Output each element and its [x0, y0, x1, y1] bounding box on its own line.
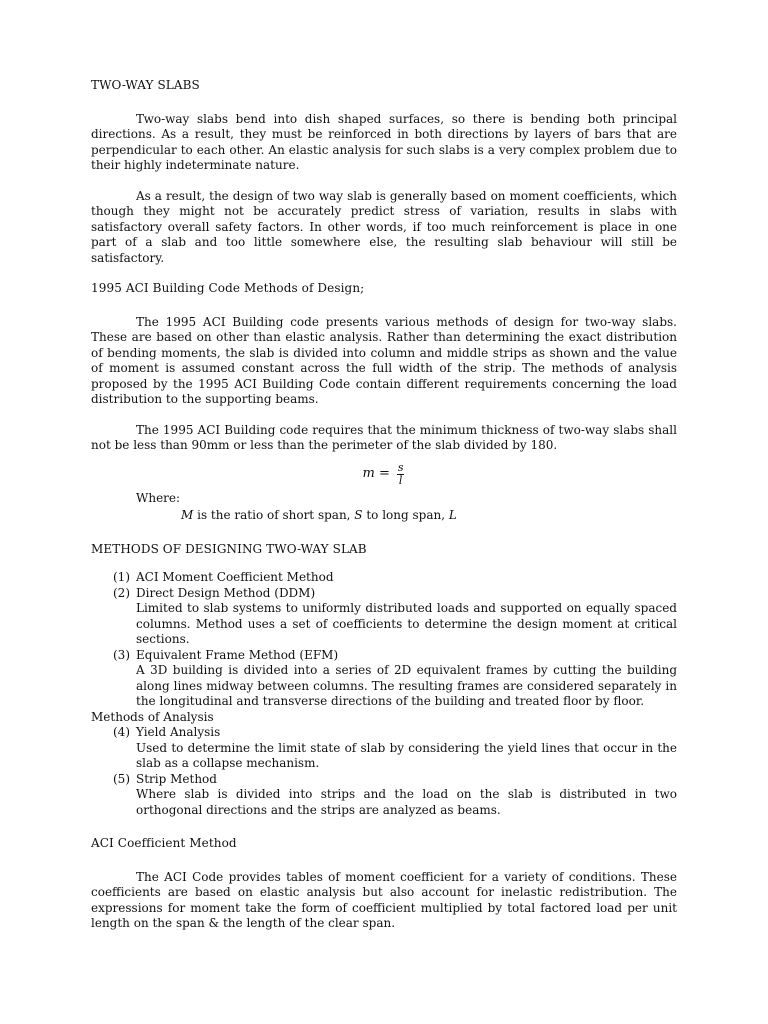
- analysis-heading: Methods of Analysis: [91, 709, 214, 724]
- list-item: [91, 648, 677, 710]
- list-item: [91, 570, 677, 586]
- formula-fraction: [396, 462, 406, 487]
- var-s: S: [354, 508, 363, 522]
- section-title: TWO-WAY SLABS: [91, 78, 200, 92]
- item-name: Yield Analysis: [136, 725, 221, 739]
- aci-methods-paragraph: The 1995 ACI Building code presents various methods of design for two-way slabs. These are based on other than elastic analysis. Rather than determining the exact distribution of bending moments, the slab is divided into column and middle strips as shown and the value of moment is assumed constant across the full width of the strip. The methods of analysis proposed by the 1995 ACI Building Code contain different requirements concerning the load distribution to the supporting beams.: [91, 314, 677, 406]
- item-description: Limited to slab systems to uniformly distributed loads and supported on equally spaced columns. Method uses a set of coefficients to determine the design moment at critical sections.: [136, 601, 677, 646]
- item-name: Direct Design Method (DDM): [136, 585, 316, 600]
- aci-coefficient-paragraph: The ACI Code provides tables of moment coefficient for a variety of conditions. These coefficients are based on elastic analysis but also account for inelastic redistribution. The expressions for moment take the form of coefficient multiplied by total factored load per unit length on the span & the length of the clear span.: [91, 869, 677, 930]
- formula-numerator: s: [397, 460, 404, 474]
- item-number: (1): [113, 570, 130, 584]
- document-page: [91, 78, 677, 947]
- design-basis-paragraph: As a result, the design of two way slab is generally based on moment coefficients, which though they might not be accurately predict stress of variation, results in slabs with satisfactory overall safety factors. In other words, if too much reinforcement is place in one part of a slab and too little somewhere else, the resulting slab behaviour will still be satisfactory.: [91, 188, 677, 265]
- item-number: (5): [113, 771, 130, 786]
- methods-heading: METHODS OF DESIGNING TWO-WAY SLAB: [91, 541, 367, 556]
- item-description: Used to determine the limit state of slab by considering the yield lines that occur in the slab as a collapse mechanism.: [136, 740, 677, 770]
- where-definition: [181, 508, 677, 524]
- intro-paragraph: Two-way slabs bend into dish shaped surfaces, so there is bending both principal directions. As a result, they must be reinforced in both directions by layers of bars that are perpendicular to each other. An elastic analysis for such slabs is a very complex problem due to their highly indeterminate nature.: [91, 111, 677, 172]
- item-description: Where slab is divided into strips and the load on the slab is distributed in two orthogonal directions and the strips are analyzed as beams.: [136, 787, 677, 817]
- item-number: (3): [113, 647, 130, 662]
- var-m: M: [181, 508, 194, 522]
- aci-coefficient-heading: ACI Coefficient Method: [91, 836, 237, 850]
- methods-list: [91, 570, 677, 818]
- list-item: [91, 725, 677, 772]
- formula-denominator: l: [398, 473, 403, 487]
- item-name: Equivalent Frame Method (EFM): [136, 647, 339, 662]
- list-item: [91, 772, 677, 819]
- item-description: A 3D building is divided into a series of 2D equivalent frames by cutting the building along lines midway between columns. The resulting frames are considered separately in the longitudinal and transverse directions of the building and treated floor by floor.: [136, 663, 677, 708]
- min-thickness-paragraph: The 1995 ACI Building code requires that the minimum thickness of two-way slabs shall not be less than 90mm or less than the perimeter of the slab divided by 180.: [91, 422, 677, 452]
- span-ratio-formula: [91, 462, 677, 487]
- item-number: (4): [113, 725, 130, 739]
- formula-lhs: m =: [362, 466, 390, 482]
- var-l: L: [448, 508, 457, 522]
- list-item: [91, 586, 677, 648]
- where-label: Where:: [136, 490, 181, 505]
- def-text-1: is the ratio of short span,: [193, 508, 355, 522]
- aci-methods-heading: 1995 ACI Building Code Methods of Design;: [91, 281, 365, 295]
- def-text-2: to long span,: [362, 508, 449, 522]
- item-name: ACI Moment Coefficient Method: [136, 570, 334, 584]
- item-name: Strip Method: [136, 771, 217, 786]
- item-number: (2): [113, 585, 130, 600]
